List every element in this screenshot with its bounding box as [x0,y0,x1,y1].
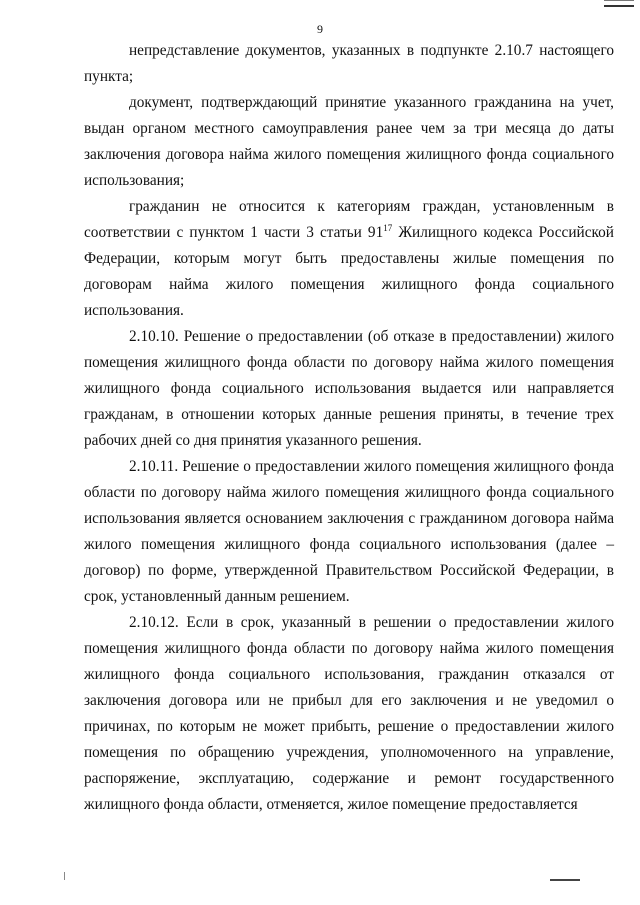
scan-corner-mark [604,0,634,7]
paragraph-text-after-sup: Жилищного кодекса Российской Федерации, которым могут быть предоставлены жилые помещения по договорам найма жилого помещения жилищного фонда социального использования. [84,224,614,319]
paragraph-missing-documents: непредставление документов, указанных в подпункте 2.10.7 настоящего пункта; [84,42,614,85]
scan-margin-tick [64,872,65,880]
paragraph-registration-document: документ, подтверждающий принятие указанного гражданина на учет, выдан органом местного самоуправления ранее чем за три месяца до даты заключения договора найма жилого помещения жилищного фонда социального использования; [84,94,614,189]
page-number: 9 [317,22,323,36]
document-body [84,38,614,818]
paragraph-2-10-11: 2.10.11. Решение о предоставлении жилого помещения жилищного фонда области по договору найма жилого помещения жилищного фонда социального использования является основанием заключения с гражданином договора найма жилого помещения жилищного фонда социального использования (далее – договор) по форме, утвержденной Правительством Российской Федерации, в срок, установленный данным решением. [84,458,614,605]
article-superscript: 17 [383,222,393,233]
scan-bottom-mark [550,876,580,881]
paragraph-2-10-12: 2.10.12. Если в срок, указанный в решении о предоставлении жилого помещения жилищного фонда области по договору найма жилого помещения жилищного фонда социального использования, гражданин отказался от заключения договора или не прибыл для его заключения и не уведомил о причинах, по которым не может прибыть, решение о предоставлении жилого помещения по обращению учреждения, уполномоченного на управление, распоряжение, эксплуатацию, содержание и ремонт государственного жилищного фонда области, отменяется, жилое помещение предоставляется [84,614,614,813]
paragraph-citizen-category [84,194,614,324]
paragraph-2-10-10: 2.10.10. Решение о предоставлении (об отказе в предоставлении) жилого помещения жилищного фонда области по договору найма жилого помещения жилищного фонда социального использования выдается или направляется гражданам, в отношении которых данные решения приняты, в течение трех рабочих дней со дня принятия указанного решения. [84,328,614,449]
paragraph-text-before-sup: гражданин не относится к категориям граждан, установленным в соответствии с пунктом 1 части 3 статьи 91 [84,198,614,241]
